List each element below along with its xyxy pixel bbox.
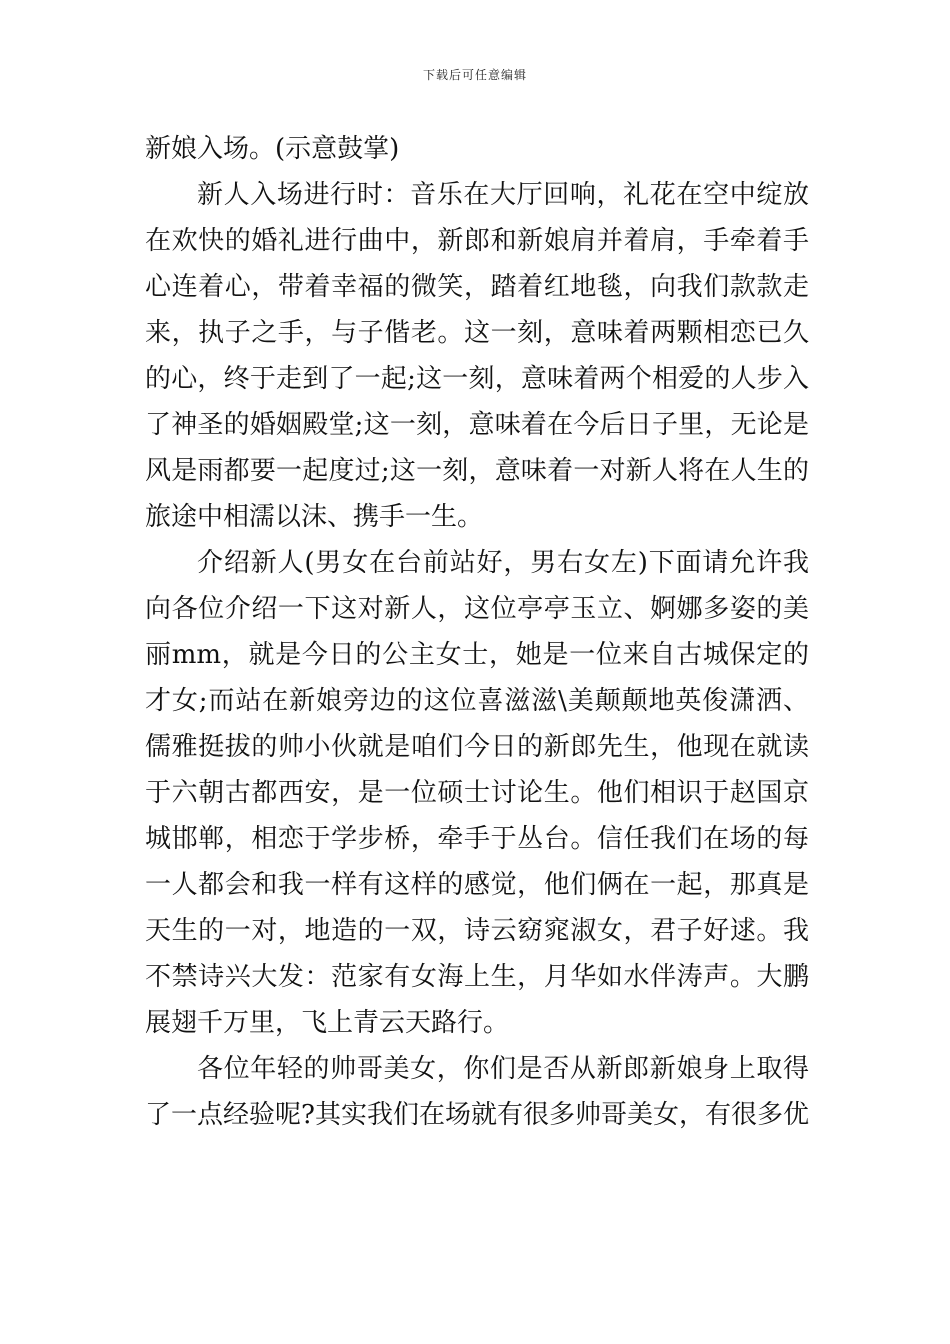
paragraph-address-guests: 各位年轻的帅哥美女，你们是否从新郎新娘身上取得了一点经验呢?其实我们在场就有很多帅哥美女，有很多优 — [145, 1054, 809, 1130]
paragraph-couple-entrance: 新人入场进行时：音乐在大厅回响，礼花在空中绽放在欢快的婚礼进行曲中，新郎和新娘肩并着肩，手牵着手心连着心，带着幸福的微笑，踏着红地毯，向我们款款走来，执子之手，与子偕老。这一刻，意味着两颗相恋已久的心，终于走到了一起;这一刻，意味着两个相爱的人步入了神圣的婚姻殿堂;这一刻，意味着在今后日子里，无论是风是雨都要一起度过;这一刻，意味着一对新人将在人生的旅途中相濡以沫、携手一生。 — [145, 180, 809, 532]
page-header: 下载后可任意编辑 — [422, 68, 527, 82]
paragraph-introduce-couple: 介绍新人(男女在台前站好，男右女左)下面请允许我向各位介绍一下这对新人，这位亭亭玉立、婀娜多姿的美丽mm，就是今日的公主女士，她是一位来自古城保定的才女;而站在新娘旁边的这位喜滋滋\美颠颠地英俊潇洒、儒雅挺拔的帅小伙就是咱们今日的新郎先生，他现在就读于六朝古都西安，是一位硕士讨论生。他们相识于赵国京城邯郸，相恋于学步桥，牵手于丛台。信任我们在场的每一人都会和我一样有这样的感觉，他们俩在一起，那真是天生的一对，地造的一双，诗云窈窕淑女，君子好逑。我不禁诗兴大发：范家有女海上生，月华如水伴涛声。大鹏展翅千万里，飞上青云天路行。 — [145, 548, 809, 1038]
document-body — [145, 126, 809, 1138]
paragraph-bride-entrance: 新娘入场。(示意鼓掌) — [145, 134, 400, 164]
